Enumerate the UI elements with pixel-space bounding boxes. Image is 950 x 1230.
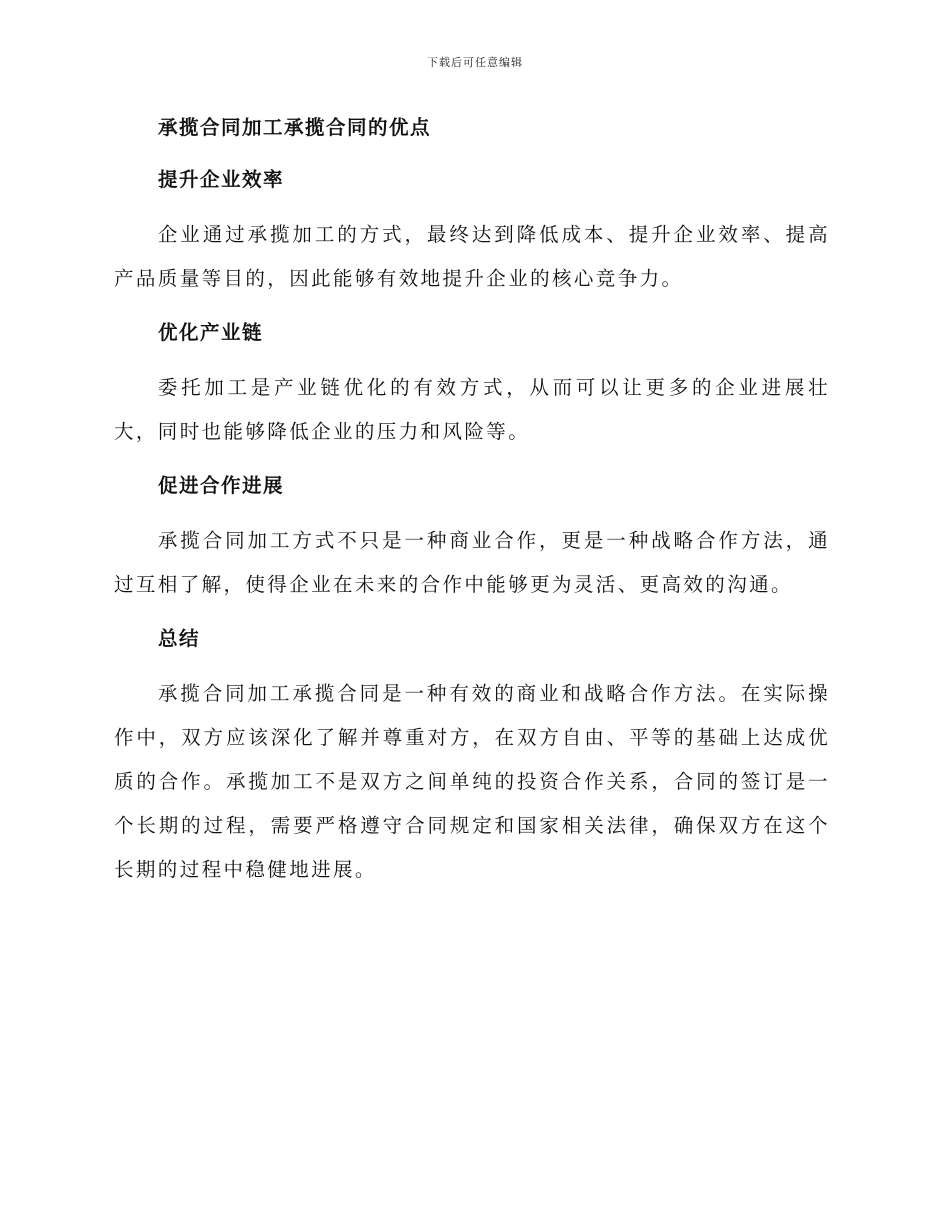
section-heading-efficiency: 提升企业效率 [158, 168, 285, 191]
section-paragraph-industry-chain: 委托加工是产业链优化的有效方式，从而可以让更多的企业进展壮大，同时也能够降低企业的压力和风险等。 [114, 376, 830, 443]
page-header: 下载后可任意编辑 [427, 56, 523, 69]
document-title: 承揽合同加工承揽合同的优点 [158, 116, 432, 139]
section-heading-industry-chain: 优化产业链 [158, 321, 264, 344]
section-heading-cooperation: 促进合作进展 [158, 474, 285, 497]
section-paragraph-summary: 承揽合同加工承揽合同是一种有效的商业和战略合作方法。在实际操作中，双方应该深化了解并尊重对方，在双方自由、平等的基础上达成优质的合作。承揽加工不是双方之间单纯的投资合作关系，合同的签订是一个长期的过程，需要严格遵守合同规定和国家相关法律，确保双方在这个长期的过程中稳健地进展。 [114, 682, 830, 881]
document-body [114, 112, 830, 908]
section-heading-summary: 总结 [158, 627, 201, 650]
section-paragraph-efficiency: 企业通过承揽加工的方式，最终达到降低成本、提升企业效率、提高产品质量等目的，因此能够有效地提升企业的核心竞争力。 [114, 223, 830, 290]
section-paragraph-cooperation: 承揽合同加工方式不只是一种商业合作，更是一种战略合作方法，通过互相了解，使得企业在未来的合作中能够更为灵活、更高效的沟通。 [114, 529, 830, 596]
